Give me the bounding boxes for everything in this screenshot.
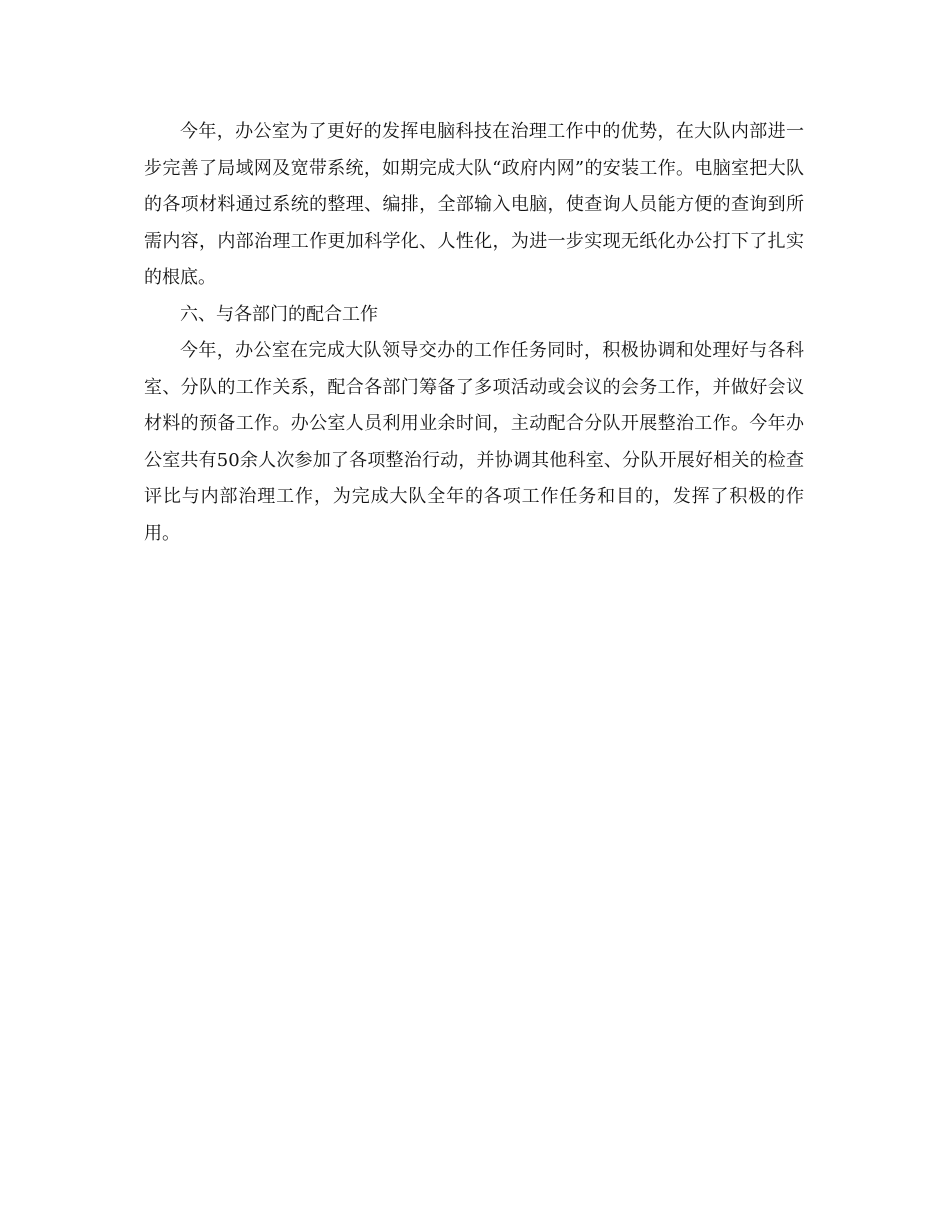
paragraph-network-upgrade: 今年，办公室为了更好的发挥电脑科技在治理工作中的优势，在大队内部进一步完善了局域网及宽带系统，如期完成大队“政府内网”的安装工作。电脑室把大队的各项材料通过系统的整理、编排，全部输入电脑，使查询人员能方便的查询到所需内容，内部治理工作更加科学化、人性化，为进一步实现无纸化办公打下了扎实的根底。: [144, 121, 804, 288]
paragraph-department-cooperation: 今年，办公室在完成大队领导交办的工作任务同时，积极协调和处理好与各科室、分队的工作关系，配合各部门筹备了多项活动或会议的会务工作，并做好会议材料的预备工作。办公室人员利用业余时间，主动配合分队开展整治工作。今年办公室共有50余人次参加了各项整治行动，并协调其他科室、分队开展好相关的检查评比与内部治理工作，为完成大队全年的各项工作任务和目的，发挥了积极的作用。: [144, 340, 804, 544]
document-body: [144, 114, 804, 552]
section-heading-cooperation: 六、与各部门的配合工作: [180, 303, 378, 325]
